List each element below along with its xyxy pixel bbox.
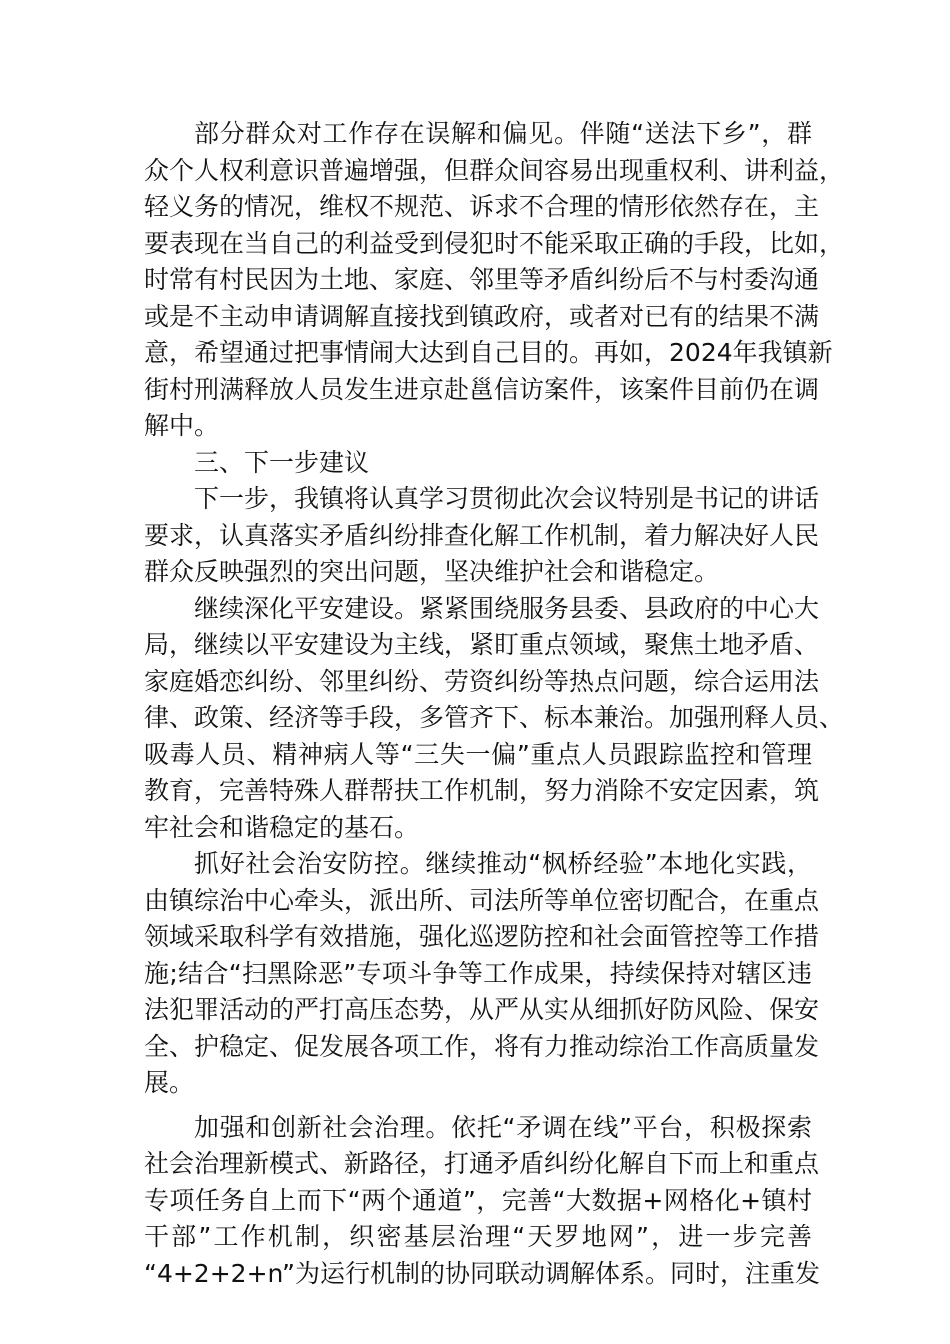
text-line: 局，继续以平安建设为主线，紧盯重点领域，聚焦土地矛盾、 bbox=[144, 630, 820, 659]
text-line: 要表现在当自己的利益受到侵犯时不能采取正确的手段，比如， bbox=[144, 228, 845, 258]
text-line: 街村刑满释放人员发生进京赴邕信访案件，该案件目前仍在调 bbox=[144, 374, 820, 404]
text-line: 要求，认真落实矛盾纠纷排查化解工作机制，着力解决好人民 bbox=[144, 520, 820, 550]
document-body bbox=[144, 116, 845, 1292]
text-line: 领域采取科学有效措施，强化巡逻防控和社会面管控等工作措 bbox=[144, 922, 820, 951]
text-line: 专项任务自上而下“两个通道”，完善“大数据+网格化+镇村 bbox=[144, 1185, 812, 1215]
text-line: 吸毒人员、精神病人等“三失一偏”重点人员跟踪监控和管理 bbox=[144, 739, 812, 769]
text-line: 意，希望通过把事情闹大达到自己目的。再如，2024年我镇新 bbox=[144, 338, 833, 367]
text-line: 或是不主动申请调解直接找到镇政府，或者对已有的结果不满 bbox=[144, 301, 820, 331]
paragraph-public-security bbox=[144, 846, 820, 1102]
text-line: 解中。 bbox=[144, 411, 220, 440]
text-line: 抓好社会治安防控。继续推动“枫桥经验”本地化实践， bbox=[194, 849, 812, 878]
text-line: 群众反映强烈的突出问题，坚决维护社会和谐稳定。 bbox=[144, 557, 720, 586]
text-line: 下一步，我镇将认真学习贯彻此次会议特别是书记的讲话 bbox=[194, 484, 820, 513]
paragraph-next-steps bbox=[144, 481, 820, 591]
paragraph-safety-building bbox=[144, 591, 845, 847]
text-line: 众个人权利意识普遍增强，但群众间容易出现重权利、讲利益， bbox=[144, 155, 845, 185]
text-line: 全、护稳定、促发展各项工作，将有力推动综治工作高质量发 bbox=[144, 1031, 820, 1061]
text-line: 教育，完善特殊人群帮扶工作机制，努力消除不安定因素，筑 bbox=[144, 776, 820, 805]
text-line: 由镇综治中心牵头，派出所、司法所等单位密切配合，在重点 bbox=[144, 885, 820, 915]
text-line: 社会治理新模式、新路径，打通矛盾纠纷化解自下而上和重点 bbox=[144, 1149, 820, 1178]
text-line: 牢社会和谐稳定的基石。 bbox=[144, 812, 420, 842]
paragraph-gap bbox=[144, 1102, 812, 1110]
heading-text: 三、下一步建议 bbox=[194, 447, 370, 477]
text-line: 部分群众对工作存在误解和偏见。伴随“送法下乡”，群 bbox=[194, 119, 812, 148]
section-heading bbox=[144, 445, 812, 482]
text-line: 加强和创新社会治理。依托“矛调在线”平台，积极探索 bbox=[194, 1112, 812, 1142]
text-line: 干部”工作机制，织密基层治理“天罗地网”，进一步完善 bbox=[144, 1222, 812, 1251]
text-line: 施;结合“扫黑除恶”专项斗争等工作成果，持续保持对辖区违 bbox=[144, 958, 812, 988]
text-line: “4+2+2+n”为运行机制的协同联动调解体系。同时，注重发 bbox=[144, 1258, 820, 1288]
text-line: 家庭婚恋纠纷、邻里纠纷、劳资纠纷等热点问题，综合运用法 bbox=[144, 666, 820, 696]
text-line: 继续深化平安建设。紧紧围绕服务县委、县政府的中心大 bbox=[194, 593, 820, 623]
text-line: 时常有村民因为土地、家庭、邻里等矛盾纠纷后不与村委沟通 bbox=[144, 265, 820, 294]
text-line: 律、政策、经济等手段，多管齐下、标本兼治。加强刑释人员、 bbox=[144, 703, 845, 732]
paragraph-misunderstanding bbox=[144, 116, 845, 445]
text-line: 展。 bbox=[144, 1068, 195, 1097]
text-line: 法犯罪活动的严打高压态势，从严从实从细抓好防风险、保安 bbox=[144, 995, 820, 1024]
paragraph-social-governance bbox=[144, 1110, 820, 1293]
text-line: 轻义务的情况，维权不规范、诉求不合理的情形依然存在，主 bbox=[144, 192, 820, 221]
